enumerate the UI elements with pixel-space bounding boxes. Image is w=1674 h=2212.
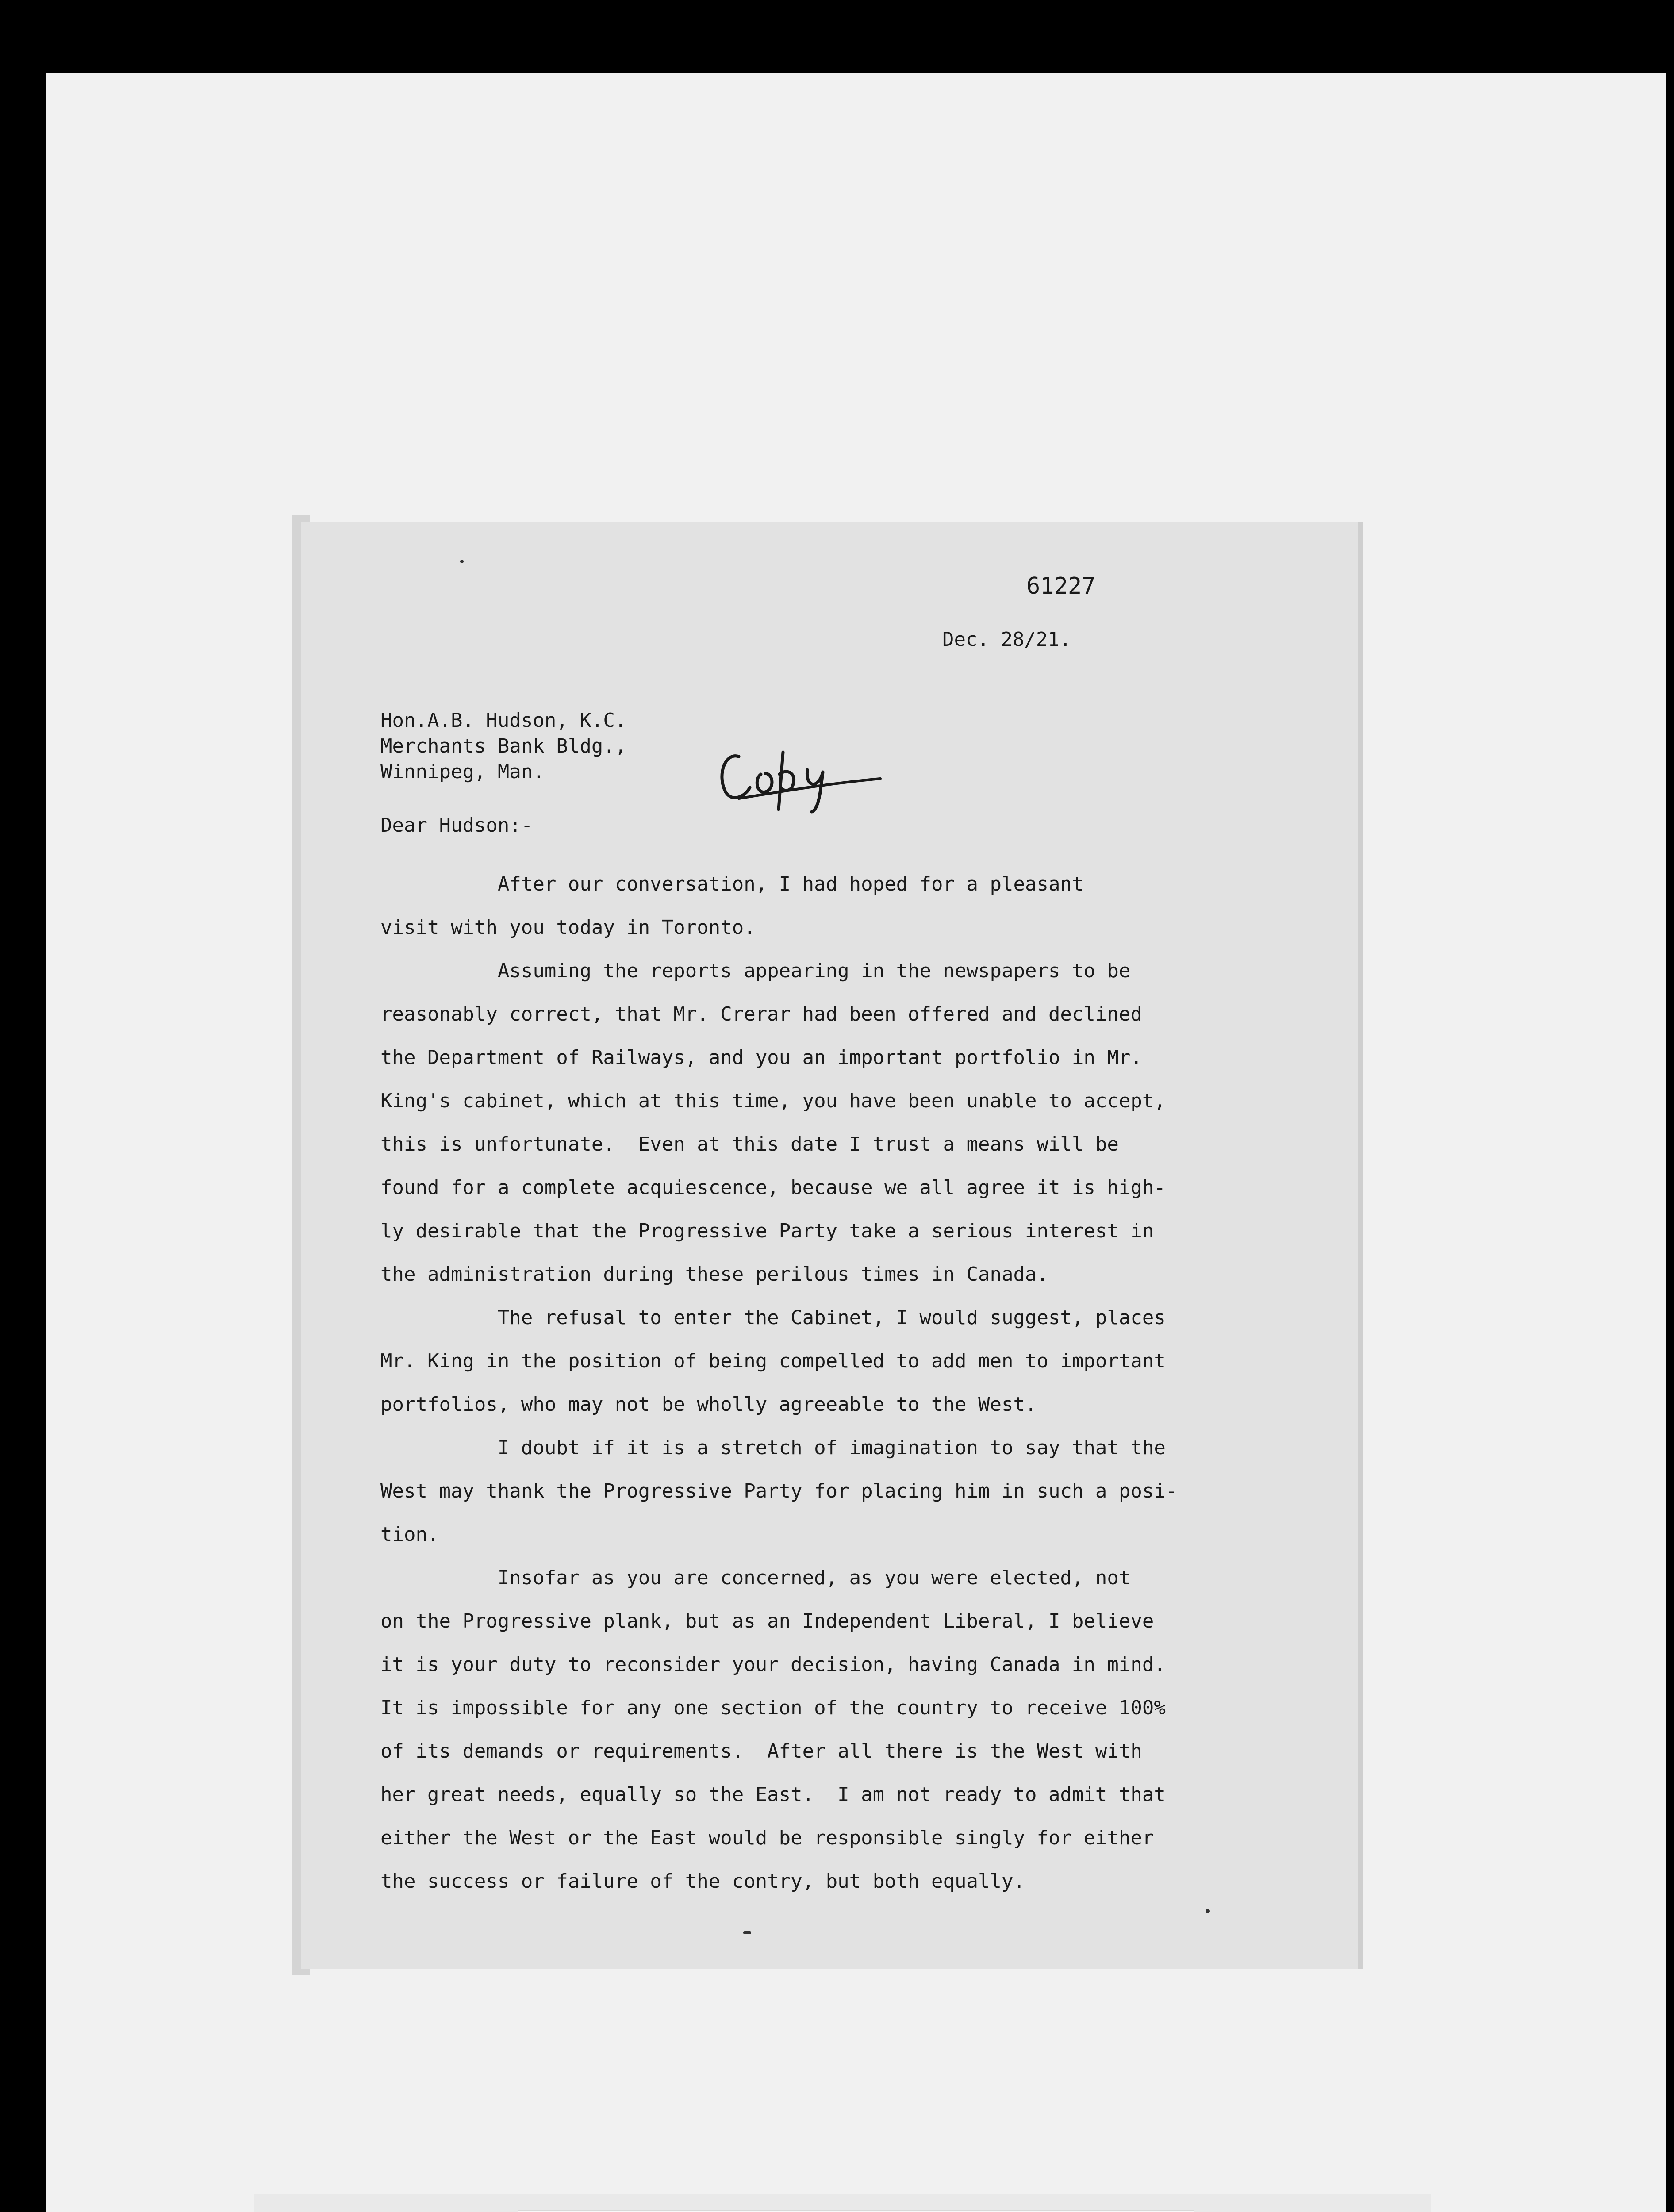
ink-spot [743, 1931, 751, 1934]
body-line: the success or failure of the contry, but both equally. [380, 1870, 1025, 1893]
letter-body [380, 863, 1177, 1903]
ink-spot [460, 560, 464, 563]
body-line: King's cabinet, which at this time, you have been unable to accept, [380, 1090, 1166, 1112]
body-line: visit with you today in Toronto. [380, 916, 756, 939]
recipient-address [380, 708, 626, 785]
address-line-3: Winnipeg, Man. [380, 760, 545, 783]
collection-label-strip [518, 2210, 1194, 2212]
ink-spot [1206, 1909, 1210, 1913]
handwritten-copy-mark [712, 726, 889, 814]
address-line-1: Hon.A.B. Hudson, K.C. [380, 709, 627, 732]
body-line: the administration during these perilous times in Canada. [380, 1263, 1048, 1286]
archive-stamp-area [254, 2194, 1431, 2212]
body-line: on the Progressive plank, but as an Independent Liberal, I believe [380, 1610, 1154, 1632]
document-number: 61227 [1026, 573, 1096, 599]
body-line: The refusal to enter the Cabinet, I would suggest, places [380, 1306, 1166, 1329]
body-line: the Department of Railways, and you an important portfolio in Mr. [380, 1046, 1142, 1069]
body-line: reasonably correct, that Mr. Crerar had been offered and declined [380, 1003, 1142, 1025]
body-line: her great needs, equally so the East. I am not ready to admit that [380, 1783, 1166, 1806]
body-line: It is impossible for any one section of the country to receive 100% [380, 1697, 1166, 1719]
body-line: found for a complete acquiescence, because we all agree it is high- [380, 1176, 1166, 1199]
letter-date: Dec. 28/21. [942, 628, 1071, 651]
body-line: either the West or the East would be responsible singly for either [380, 1827, 1154, 1849]
body-line: Insofar as you are concerned, as you were elected, not [380, 1567, 1131, 1589]
body-line: of its demands or requirements. After all there is the West with [380, 1740, 1142, 1763]
body-line: After our conversation, I had hoped for a pleasant [380, 873, 1084, 895]
body-line: West may thank the Progressive Party for placing him in such a posi- [380, 1480, 1178, 1502]
body-line: I doubt if it is a stretch of imagination to say that the [380, 1436, 1166, 1459]
body-line: ly desirable that the Progressive Party take a serious interest in [380, 1220, 1154, 1242]
address-line-2: Merchants Bank Bldg., [380, 735, 627, 757]
body-line: Mr. King in the position of being compelled to add men to important [380, 1350, 1166, 1372]
body-line: Assuming the reports appearing in the newspapers to be [380, 960, 1131, 982]
body-line: tion. [380, 1523, 439, 1546]
body-line: it is your duty to reconsider your decision, having Canada in mind. [380, 1653, 1166, 1676]
body-line: this is unfortunate. Even at this date I trust a means will be [380, 1133, 1119, 1156]
salutation: Dear Hudson:- [380, 814, 533, 837]
body-line: portfolios, who may not be wholly agreeable to the West. [380, 1393, 1037, 1416]
